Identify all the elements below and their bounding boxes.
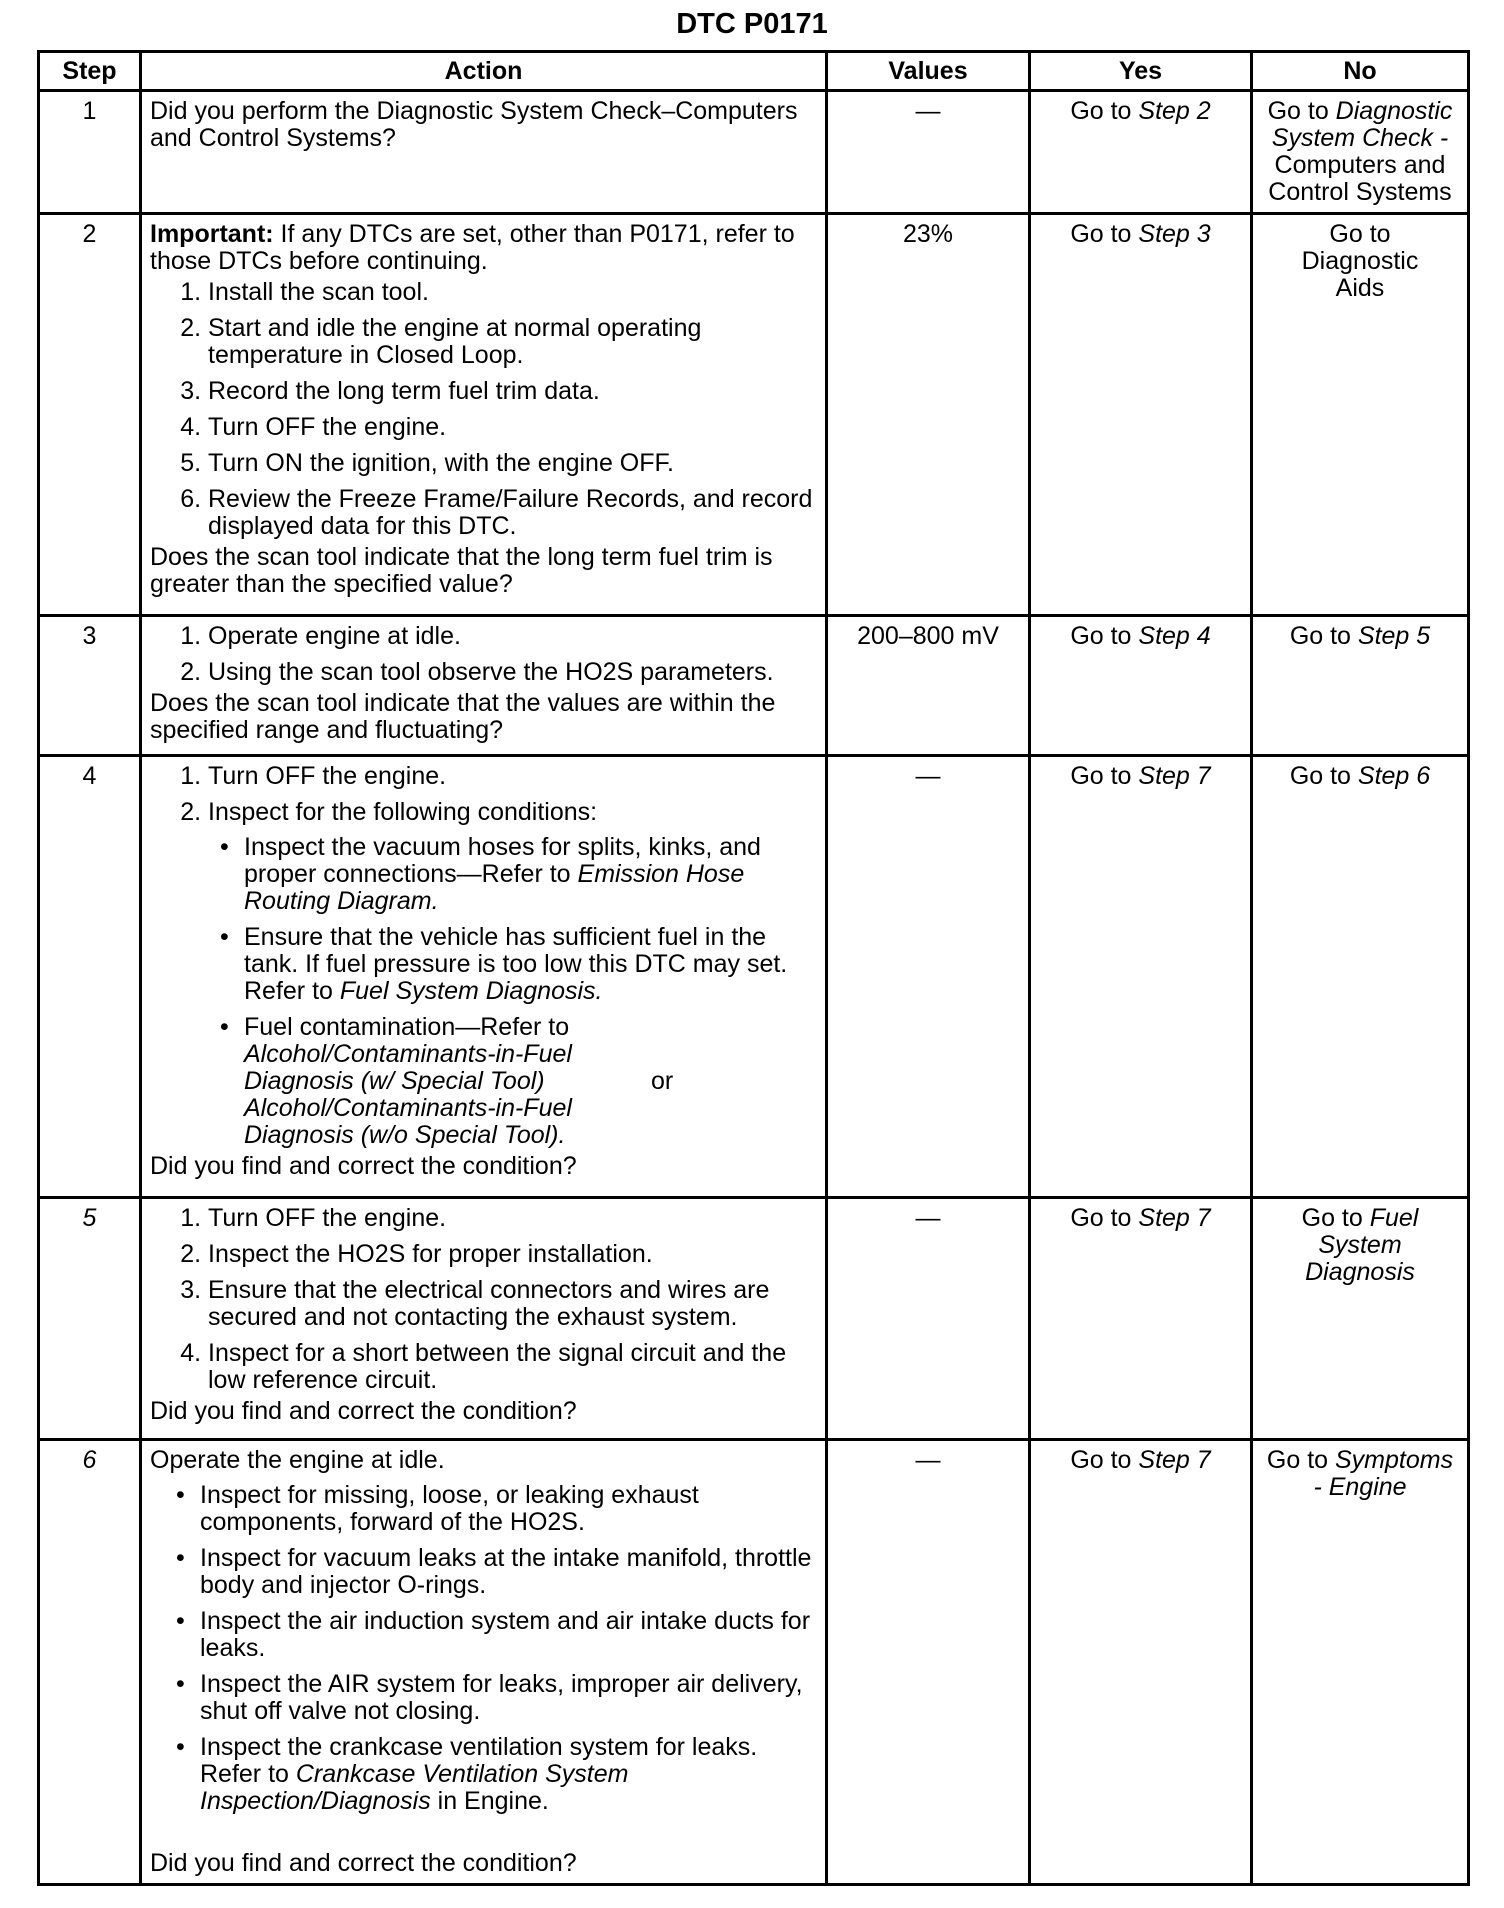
bullet-item: • Inspect for vacuum leaks at the intake manifold, throttle body and injector O-rings. (200, 1545, 817, 1599)
value-cell: — (827, 91, 1030, 214)
action-text: Did you perform the Diagnostic System Check–Computers and Control Systems? (150, 97, 798, 152)
yes-link[interactable]: Step 7 (1138, 1204, 1211, 1232)
table-row-step-6 (39, 1440, 1469, 1885)
alcohol-diagnosis-link-with-tool[interactable]: Alcohol/Contaminants-in-Fuel Diagnosis (w/ Special Tool) (244, 1040, 572, 1095)
no-cell (1252, 756, 1469, 1198)
action-cell (141, 91, 827, 214)
inspection-list (150, 1482, 817, 1815)
table-row-step-4 (39, 756, 1469, 1198)
bullet-item (244, 924, 817, 1005)
bullet-text: Ensure that the vehicle has sufficient fuel in the tank. If fuel pressure is too low this DTC may set. Refer to (244, 923, 788, 1005)
step-number: 2 (39, 214, 141, 616)
procedure-list (150, 763, 817, 1149)
question-text: Did you find and correct the condition? (150, 1152, 577, 1180)
list-item: 1. Install the scan tool. (208, 279, 817, 306)
yes-link[interactable]: Step 4 (1138, 622, 1211, 650)
header-yes: Yes (1030, 52, 1252, 91)
bullet-item: • Inspect the air induction system and air intake ducts for leaks. (200, 1608, 817, 1662)
no-prefix: Go to (1266, 1446, 1335, 1474)
no-cell (1252, 214, 1469, 616)
no-link[interactable]: Symptoms - Engine (1313, 1446, 1454, 1501)
question-text: Does the scan tool indicate that the values are within the specified range and fluctuating? (150, 689, 776, 744)
no-link[interactable]: Diagnostic System Check - (1271, 97, 1453, 152)
list-item: 2. Inspect the HO2S for proper installation. (208, 1241, 817, 1268)
no-cell (1252, 1198, 1469, 1440)
yes-cell (1030, 1440, 1252, 1885)
emission-hose-link[interactable]: Emission Hose Routing Diagram. (244, 860, 745, 915)
question-text: Did you find and correct the condition? (150, 1397, 577, 1425)
crankcase-ventilation-link[interactable]: Crankcase Ventilation System Inspection/Diagnosis (200, 1760, 629, 1815)
bullet-suffix: in Engine. (430, 1787, 549, 1815)
intro-text: Operate the engine at idle. (150, 1446, 445, 1474)
important-label: Important: (150, 220, 274, 248)
yes-prefix: Go to (1070, 1204, 1139, 1232)
header-values: Values (827, 52, 1030, 91)
list-item (208, 799, 817, 1149)
value-cell: 200–800 mV (827, 616, 1030, 756)
condition-list (208, 834, 817, 1149)
header-row (39, 52, 1469, 91)
no-link[interactable]: Go to Diagnostic Aids (1301, 220, 1419, 302)
list-item: 6. Review the Freeze Frame/Failure Records, and record displayed data for this DTC. (208, 486, 817, 540)
yes-link[interactable]: Step 2 (1138, 97, 1211, 125)
header-step: Step (39, 52, 141, 91)
no-cell (1252, 616, 1469, 756)
no-prefix: Go to (1301, 1204, 1370, 1232)
yes-prefix: Go to (1070, 220, 1139, 248)
header-no: No (1252, 52, 1469, 91)
yes-cell (1030, 1198, 1252, 1440)
procedure-list (150, 279, 817, 540)
step-number: 4 (39, 756, 141, 1198)
yes-link[interactable]: Step 7 (1138, 762, 1211, 790)
bullet-or: or (644, 1067, 674, 1095)
important-note (150, 221, 817, 275)
yes-link[interactable]: Step 3 (1138, 220, 1211, 248)
list-item: 1. Turn OFF the engine. (208, 763, 817, 790)
bullet-item: • Inspect the AIR system for leaks, improper air delivery, shut off valve not closing. (200, 1671, 817, 1725)
question-text: Did you find and correct the condition? (150, 1849, 577, 1877)
yes-link[interactable]: Step 7 (1138, 1446, 1211, 1474)
header-action: Action (141, 52, 827, 91)
table-row-step-3 (39, 616, 1469, 756)
document-title: DTC P0171 (676, 8, 828, 40)
no-prefix: Go to (1267, 97, 1336, 125)
step-number: 5 (39, 1198, 141, 1440)
bullet-item (244, 1014, 817, 1149)
no-link[interactable]: Fuel (1369, 1204, 1419, 1232)
action-cell (141, 756, 827, 1198)
no-prefix: Go to (1289, 622, 1358, 650)
yes-cell (1030, 616, 1252, 756)
step-number: 6 (39, 1440, 141, 1885)
action-cell (141, 214, 827, 616)
bullet-text: Inspect the vacuum hoses for splits, kinks, and proper connections—Refer to (244, 833, 761, 888)
procedure-list (150, 1205, 817, 1394)
value-cell: — (827, 756, 1030, 1198)
fuel-system-link[interactable]: Fuel System Diagnosis. (339, 977, 603, 1005)
list-item: 2. Using the scan tool observe the HO2S parameters. (208, 659, 817, 686)
yes-prefix: Go to (1070, 1446, 1139, 1474)
bullet-item (200, 1734, 817, 1815)
yes-prefix: Go to (1070, 622, 1139, 650)
alcohol-diagnosis-link-without-tool[interactable]: Alcohol/Contaminants-in-Fuel Diagnosis (w/o Special Tool). (244, 1094, 572, 1149)
no-link[interactable]: Step 5 (1357, 622, 1431, 650)
value-cell: — (827, 1198, 1030, 1440)
no-link[interactable]: Step 6 (1357, 762, 1431, 790)
no-link-continued[interactable]: System Diagnosis (1305, 1231, 1415, 1286)
no-cell (1252, 91, 1469, 214)
list-item: 3. Record the long term fuel trim data. (208, 378, 817, 405)
question-text: Does the scan tool indicate that the long term fuel trim is greater than the specified value? (150, 543, 773, 598)
step-number: 3 (39, 616, 141, 756)
bullet-item: • Inspect for missing, loose, or leaking exhaust components, forward of the HO2S. (200, 1482, 817, 1536)
yes-cell (1030, 214, 1252, 616)
yes-prefix: Go to (1070, 762, 1139, 790)
step-number: 1 (39, 91, 141, 214)
action-cell (141, 1440, 827, 1885)
table-row-step-5 (39, 1198, 1469, 1440)
yes-cell (1030, 91, 1252, 214)
bullet-item (244, 834, 817, 915)
list-item: 5. Turn ON the ignition, with the engine OFF. (208, 450, 817, 477)
procedure-list (150, 623, 817, 686)
important-text: If any DTCs are set, other than P0171, refer to those DTCs before continuing. (150, 220, 795, 275)
list-item: 3. Ensure that the electrical connectors and wires are secured and not contacting the exhaust system. (208, 1277, 817, 1331)
value-cell: — (827, 1440, 1030, 1885)
bullet-text: Inspect the crankcase ventilation system for leaks. Refer to (200, 1733, 758, 1788)
yes-prefix: Go to (1070, 97, 1139, 125)
no-cell (1252, 1440, 1469, 1885)
no-prefix: Go to (1289, 762, 1358, 790)
action-cell (141, 616, 827, 756)
list-item: 1. Operate engine at idle. (208, 623, 817, 650)
yes-cell (1030, 756, 1252, 1198)
value-cell: 23% (827, 214, 1030, 616)
diagnostic-table (37, 50, 1470, 1886)
no-suffix: Computers and Control Systems (1268, 151, 1452, 206)
table-row-step-1 (39, 91, 1469, 214)
list-item: 4. Inspect for a short between the signal circuit and the low reference circuit. (208, 1340, 817, 1394)
list-item: 2. Start and idle the engine at normal operating temperature in Closed Loop. (208, 315, 817, 369)
list-item: 4. Turn OFF the engine. (208, 414, 817, 441)
action-cell (141, 1198, 827, 1440)
table-row-step-2 (39, 214, 1469, 616)
bullet-text: Fuel contamination—Refer to (244, 1013, 570, 1041)
list-item-text: Inspect for the following conditions: (208, 798, 598, 826)
list-item: 1. Turn OFF the engine. (208, 1205, 817, 1232)
